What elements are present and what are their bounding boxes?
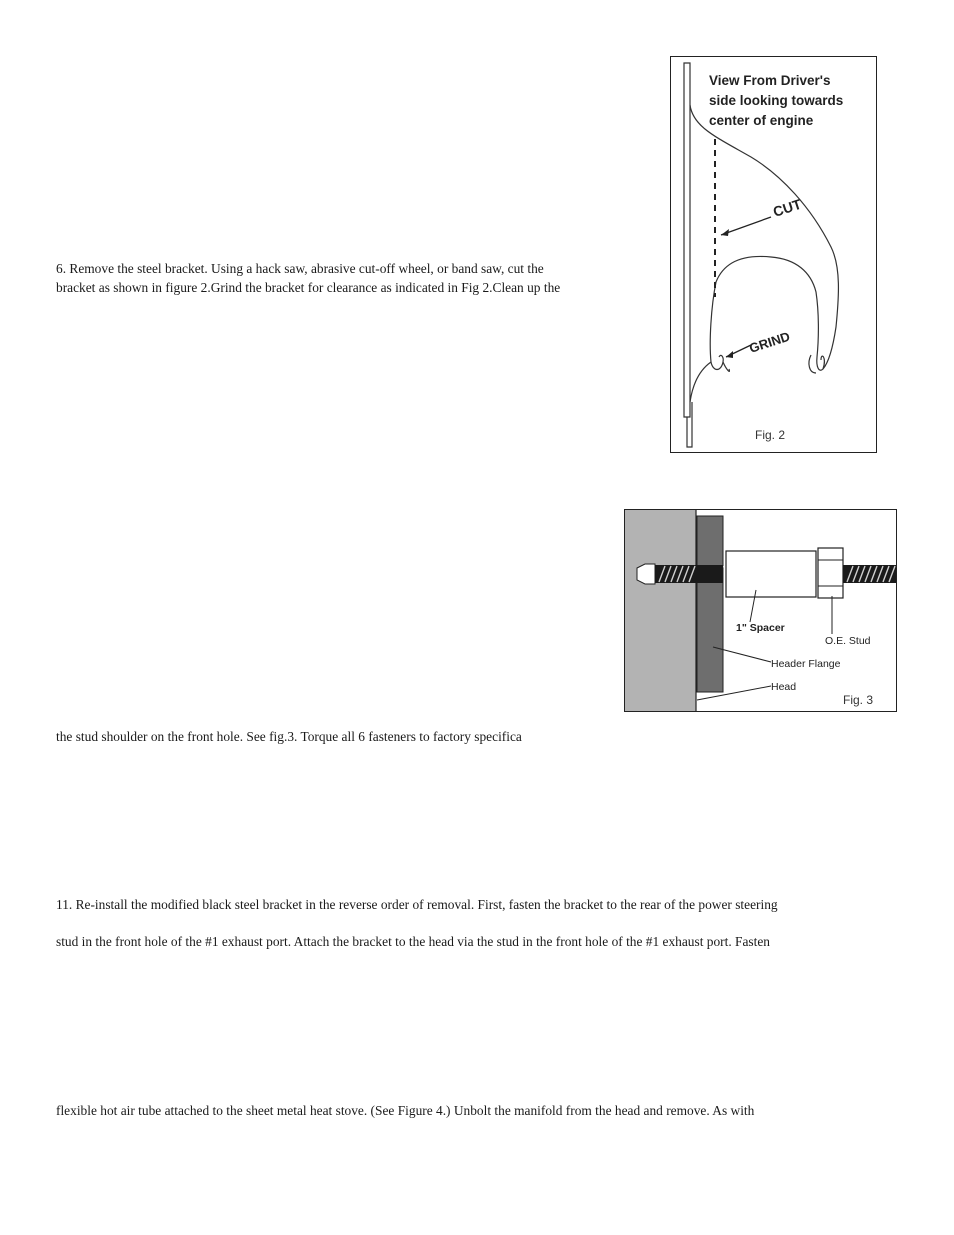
fig3-flange-label: Header Flange	[771, 658, 841, 670]
fig3-head-block	[625, 510, 696, 711]
figure-2-bracket-diagram	[670, 56, 877, 453]
fig2-grind-label: GRIND	[747, 328, 792, 356]
step6-line1: 6. Remove the steel bracket. Using a hack saw, abrasive cut-off wheel, or band saw, cut the	[56, 261, 544, 276]
fig3-nut	[818, 548, 843, 598]
step6-line2: bracket as shown in figure 2.Grind the bracket for clearance as indicated in Fig 2.Clean up the	[56, 280, 561, 295]
fig3-spacer	[726, 551, 816, 597]
fig2-title-line1: View From Driver's	[709, 73, 831, 88]
fig3-stud-label: O.E. Stud	[825, 635, 871, 647]
figure-2-drawing	[671, 57, 876, 452]
fig3-header-flange	[697, 516, 723, 692]
step11-line1: 11. Re-install the modified black steel bracket in the reverse order of removal. First, fasten the bracket to the rear of the power steering	[56, 897, 778, 912]
fig2-title-line2: side looking towards	[709, 93, 844, 108]
step11-line2: stud in the front hole of the #1 exhaust port. Attach the bracket to the head via the stud in the front hole of the #1 exhaust port. Fasten	[56, 934, 770, 949]
stud-shoulder-line: the stud shoulder on the front hole. See fig.3. Torque all 6 fasteners to factory specifica	[56, 729, 522, 744]
figure-3-stud-diagram	[624, 509, 897, 712]
fig3-head-label: Head	[771, 681, 797, 693]
fig2-title-line3: center of engine	[709, 113, 814, 128]
hot-air-tube-line: flexible hot air tube attached to the sheet metal heat stove. (See Figure 4.) Unbolt the manifold from the head and remove. As with	[56, 1103, 755, 1118]
fig3-caption: Fig. 3	[843, 693, 874, 707]
fig2-cut-label: CUT	[770, 195, 804, 220]
fig3-spacer-label: 1" Spacer	[736, 622, 785, 634]
figure-3-drawing	[625, 510, 896, 711]
fig2-caption: Fig. 2	[755, 428, 786, 442]
